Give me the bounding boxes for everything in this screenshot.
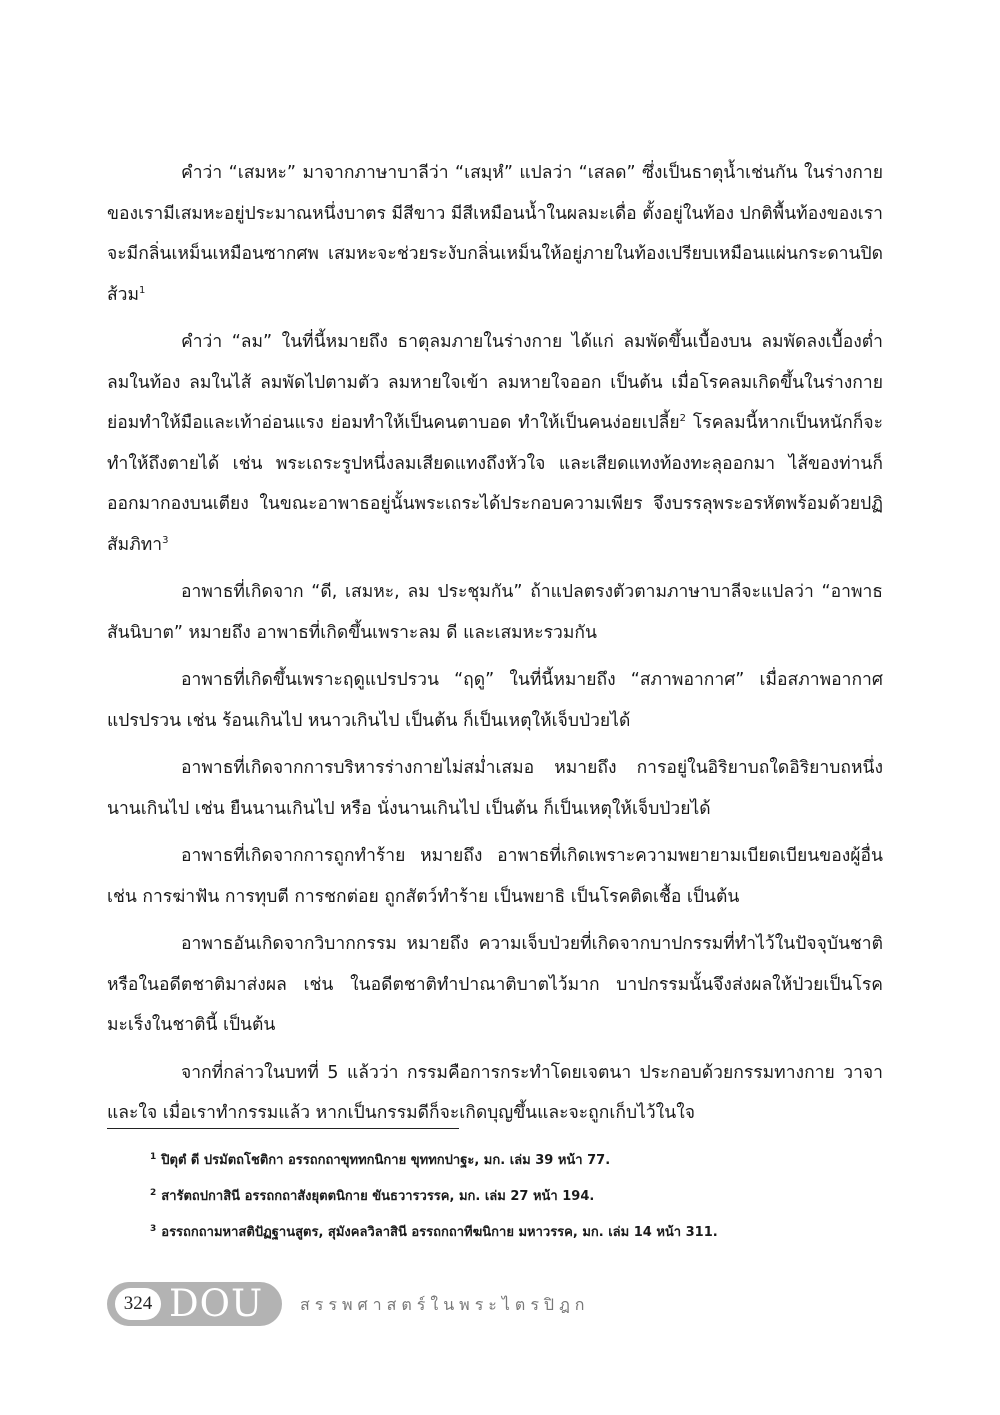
paragraph-phlegm: คำว่า “เสมหะ” มาจากภาษาบาลีว่า “เสมฺหํ” แปลว่า “เสลด” ซึ่งเป็นธาตุน้ำเช่นกัน ในร่างกายของเรามีเสมหะอยู่ประมาณหนึ่งบาตร มีสีขาว มีสีเหมือนน้ำในผลมะเดื่อ ตั้งอยู่ในท้อง ปกติพื้นท้องของเราจะมีกลิ่นเหม็นเหมือนซากศพ เสมหะจะช่วยระงับกลิ่นเหม็นให้อยู่ภายในท้องเปรียบเหมือนแผ่นกระดานปิดส้วม$^1$ — [107, 163, 883, 305]
paragraph-season: อาพาธที่เกิดขึ้นเพราะฤดูแปรปรวน “ฤดู” ในที่นี้หมายถึง “สภาพอากาศ” เมื่อสภาพอากาศแปรปรวน เช่น ร้อนเกินไป หนาวเกินไป เป็นต้น ก็เป็นเหตุให้เจ็บป่วยได้ — [107, 670, 883, 731]
paragraph-kamma: จากที่กล่าวในบทที่ 5 แล้วว่า กรรมคือการกระทำโดยเจตนา ประกอบด้วยกรรมทางกาย วาจา และใจ เมื่อเราทำกรรมแล้ว หากเป็นกรรมดีก็จะเกิดบุญขึ้นและจะถูกเก็บไว้ในใจ — [107, 1062, 883, 1123]
dou-logo: DOU — [169, 1282, 264, 1325]
footnote-ref-1[interactable]: 1 — [139, 284, 146, 296]
footnote-divider — [107, 1128, 459, 1129]
footnotes — [150, 1150, 880, 1258]
page-number: 324 — [115, 1288, 161, 1320]
page-badge — [107, 1282, 282, 1326]
footnote-ref-3[interactable]: 3 — [162, 534, 169, 546]
footnote-ref-2[interactable]: 2 — [679, 413, 687, 425]
paragraph-assault: อาพาธที่เกิดจากการถูกทำร้าย หมายถึง อาพาธที่เกิดเพราะความพยายามเบียดเบียนของผู้อื่น เช่น การฆ่าฟัน การทุบตี การชกต่อย ถูกสัตว์ทำร้าย เป็นพยาธิ เป็นโรคติดเชื้อ เป็นต้น — [107, 846, 883, 907]
paragraph-wind: คำว่า “ลม” ในที่นี้หมายถึง ธาตุลมภายในร่างกาย ได้แก่ ลมพัดขึ้นเบื้องบน ลมพัดลงเบื้องต่ำ ลมในท้อง ลมในไส้ ลมพัดไปตามตัว ลมหายใจเข้า ลมหายใจออก เป็นต้น เมื่อโรคลมเกิดขึ้นในร่างกาย ย่อมทำให้มือและเท้าอ่อนแรง ย่อมทำให้เป็นคนตาบอด ทำให้เป็นคนง่อยเปลี้ย$^2$ โรคลมนี้หากเป็นหนักก็จะทำให้ถึงตายได้ เช่น พระเถระรูปหนึ่งลมเสียดแทงถึงหัวใจ และเสียดแทงท้องทะลุออกมา ไส้ของท่านก็ออกมากองบนเตียง ในขณะอาพาธอยู่นั้นพระเถระได้ประกอบความเพียร จึงบรรลุพระอรหัตพร้อมด้วยปฏิสัมภิทา$^3$ — [107, 332, 883, 555]
paragraph-kamma-result: อาพาธอันเกิดจากวิบากกรรม หมายถึง ความเจ็บป่วยที่เกิดจากบาปกรรมที่ทำไว้ในปัจจุบันชาติหรือในอดีตชาติมาส่งผล เช่น ในอดีตชาติทำปาณาติบาตไว้มาก บาปกรรมนั้นจึงส่งผลให้ป่วยเป็นโรคมะเร็งในชาตินี้ เป็นต้น — [107, 934, 883, 1035]
footnote-2: $^2$ สารัตถปกาสินี อรรถกถาสังยุตตนิกาย ขันธวารวรรค, มก. เล่ม 27 หน้า 194. — [150, 1187, 595, 1204]
body-text — [107, 153, 883, 1141]
paragraph-posture: อาพาธที่เกิดจากการบริหารร่างกายไม่สม่ำเสมอ หมายถึง การอยู่ในอิริยาบถใดอิริยาบถหนึ่งนานเกินไป เช่น ยืนนานเกินไป หรือ นั่งนานเกินไป เป็นต้น ก็เป็นเหตุให้เจ็บป่วยได้ — [107, 758, 883, 819]
footnote-3: $^3$ อรรถกถามหาสติปัฏฐานสูตร, สุมังคลวิลาสินี อรรถกถาทีฆนิกาย มหาวรรค, มก. เล่ม 14 หน้า 311. — [150, 1223, 718, 1240]
paragraph-sannipata: อาพาธที่เกิดจาก “ดี, เสมหะ, ลม ประชุมกัน” ถ้าแปลตรงตัวตามภาษาบาลีจะแปลว่า “อาพาธสันนิบาต” หมายถึง อาพาธที่เกิดขึ้นเพราะลม ดี และเสมหะรวมกัน — [107, 582, 883, 643]
footnote-1: $^1$ ปิตุตํ ดี ปรมัตถโชติกา อรรถกถาขุททกนิกาย ขุททกปาฐะ, มก. เล่ม 39 หน้า 77. — [150, 1151, 611, 1168]
book-title: สรรพศาสตร์ในพระไตรปิฎก — [300, 1295, 590, 1314]
